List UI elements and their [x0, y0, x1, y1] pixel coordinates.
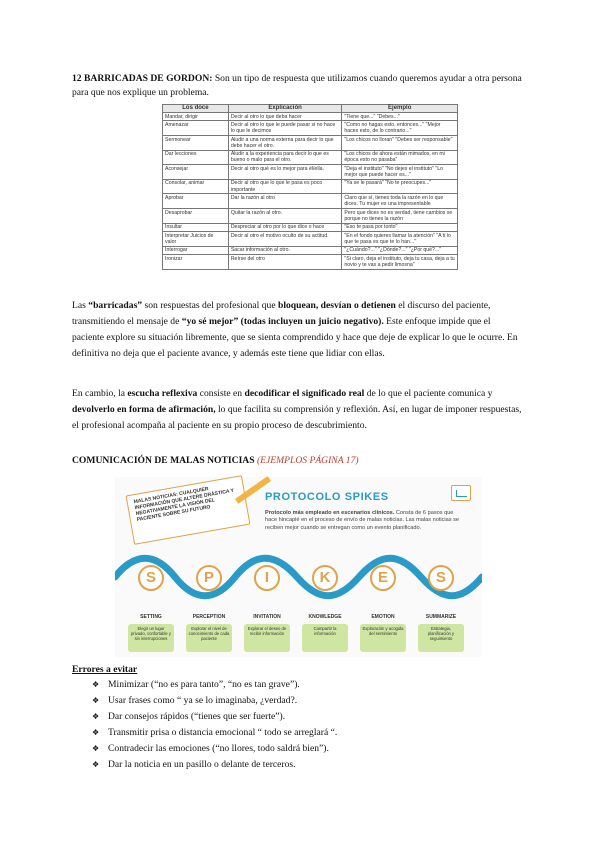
section-intro	[72, 72, 532, 100]
table-cell: Decir al otro que lo que le pasa es poco importante	[228, 179, 342, 194]
table-cell: "Deja el instituto" "No dejes el instituto" "Lo mejor que puede hacer es..."	[342, 165, 458, 180]
table-cell: "Si claro, deja el instituto, deja tu casa, deja a tu novio y te vas a pedir limosna"	[342, 254, 458, 269]
text: el discurso del paciente, transmitiendo el mensaje de	[72, 300, 491, 327]
step-description: Exploración y acogida del sentimiento	[360, 624, 406, 652]
table-cell: "Los chicos de ahora están mimados, en mi época esto no pasaba"	[342, 150, 458, 165]
table-row	[163, 179, 458, 194]
table-cell: Sacar información al otro.	[228, 246, 342, 254]
step-label: SUMMARIZE	[425, 614, 457, 620]
list-item	[92, 741, 337, 757]
text: Las	[72, 300, 89, 311]
table-header-row	[163, 105, 458, 113]
table-cell: Mandar, dirigir	[163, 113, 229, 121]
bold-text: bloquean, desvían o detienen	[278, 300, 396, 311]
gordon-barriers-table	[162, 104, 458, 270]
table-cell: Aludir a la experiencia para decir lo que es bueno o malo para el otro.	[228, 150, 342, 165]
list-item-text: Usar frases como “ ya se lo imaginaba, ¿verdad?.	[108, 695, 298, 706]
bold-text: devolverlo en forma de afirmación,	[72, 404, 216, 415]
bold-text: escucha reflexiva	[127, 388, 198, 399]
list-item-text: Contradecir las emociones (“no llores, todo saldrá bien”).	[108, 743, 329, 754]
step-description: Explorar el deseo de recibir información	[244, 624, 290, 652]
protocol-title: PROTOCOLO SPIKES	[265, 491, 389, 503]
list-item-text: Minimizar (“no es para tanto”, “no es tan grave”).	[108, 679, 300, 690]
diamond-bullet-icon: ❖	[92, 680, 100, 689]
table-cell: Despreciar al otro por lo que dice o hace	[228, 223, 342, 231]
text: Consta de 6 pasos que hace hincapié en el proceso de envío de malas noticias. Las malas noticias se reciben mejor cuando se entregan como un evento planificado.	[265, 510, 460, 531]
diamond-bullet-icon: ❖	[92, 760, 100, 769]
bad-news-definition-card: MALAS NOTICIAS: CUALQUIER INFORMACIÓN QUE ALTERE DRÁSTICA Y NEGATIVAMENTE LA VISIÓN DEL PACIENTE SOBRE SU FUTURO	[126, 475, 251, 545]
step-letter: S	[428, 565, 454, 591]
step-description: Estrategia, planificación y seguimiento	[418, 624, 464, 652]
reflective-listening-paragraph	[72, 386, 524, 434]
list-item	[92, 757, 337, 773]
step-description: Compartir la información	[302, 624, 348, 652]
table-cell: "Tiene que..." "Debes..."	[342, 113, 458, 121]
bad-news-heading	[72, 455, 359, 466]
table-cell: Claro que sí, tienes toda la razón en lo que dices. Tu mujer es una impresentable	[342, 194, 458, 209]
list-item-text: Dar consejos rápidos (“tienes que ser fuerte”).	[108, 711, 286, 722]
text: de lo que el paciente comunica y	[364, 388, 493, 399]
diamond-bullet-icon: ❖	[92, 712, 100, 721]
table-cell: Consolar, animar	[163, 179, 229, 194]
text: Este enfoque impide que el paciente explore su situación libremente, que se sienta comprendido y hace que deje de explicar lo que le ocurre. En definitiva no deja que el paciente avance, y además este tiene que lidiar con ellas.	[72, 316, 518, 359]
bold-text: decodificar el significado real	[244, 388, 365, 399]
table-cell: Pero que dices no es verdad, tiene cambios se porque no tienes la razón	[342, 208, 458, 223]
table-cell: Aludir a una norma externa para decir lo que debe hacer el otro.	[228, 135, 342, 150]
step-label: PERCEPTION	[192, 614, 226, 620]
table-cell: "En el fondo quieres llamar la atención" "A ti lo que te pasa es que te lo han..."	[342, 231, 458, 246]
table-cell: Aprobar	[163, 194, 229, 209]
table-cell: Decir al otro el motivo oculto de su actitud.	[228, 231, 342, 246]
table-row	[163, 223, 458, 231]
table-row	[163, 254, 458, 269]
table-cell: Interpretar Juicios de valor	[163, 231, 229, 246]
spikes-infographic	[115, 477, 482, 657]
list-item	[92, 677, 337, 693]
list-item	[92, 725, 337, 741]
step-letter: E	[370, 565, 396, 591]
list-item	[92, 693, 337, 709]
section-title: 12 BARRICADAS DE GORDON:	[72, 73, 213, 84]
table-cell: Sermonear	[163, 135, 229, 150]
table-cell: Decir al otro lo que le puede pasar si no hace lo que le decimos	[228, 121, 342, 136]
list-item	[92, 709, 337, 725]
step-description: Elegir un lugar privado, confortable y sin interrupciones	[128, 624, 174, 652]
bold-text: Protocolo más empleado en escenarios clínicos.	[265, 510, 395, 516]
table-row	[163, 165, 458, 180]
table-header: Los doce	[163, 105, 229, 113]
table-cell: Ironizar	[163, 254, 229, 269]
step-label: INVITATION	[253, 614, 281, 620]
errors-title: Errores a evitar	[72, 664, 138, 675]
table-cell: Interrogar	[163, 246, 229, 254]
table-row	[163, 113, 458, 121]
table-cell: Decir al otro lo que deba hacer	[228, 113, 342, 121]
table-cell: Quitar la razón al otro.	[228, 208, 342, 223]
step-label: EMOTION	[371, 614, 395, 620]
table-row	[163, 208, 458, 223]
table-row	[163, 194, 458, 209]
bold-text: “barricadas”	[88, 300, 143, 311]
table-row	[163, 231, 458, 246]
barricades-paragraph	[72, 298, 524, 362]
table-cell: "Ya se le pasará" "No te preocupes..."	[342, 179, 458, 194]
table-cell: Desaprobar	[163, 208, 229, 223]
list-item-text: Dar la noticia en un pasillo o delante de terceros.	[108, 759, 296, 770]
errors-list	[92, 677, 337, 773]
section-intro-text: Son un tipo de respuesta que utilizamos cuando queremos ayudar a otra persona para que nos explique un problema.	[72, 73, 522, 98]
table-row	[163, 150, 458, 165]
chart-icon	[451, 485, 471, 501]
table-cell: Aconsejar	[163, 165, 229, 180]
table-cell: Dar la razón al otro	[228, 194, 342, 209]
bold-text: “yo sé mejor” (todas incluyen un juicio negativo).	[181, 316, 384, 327]
text: En cambio, la	[72, 388, 128, 399]
table-row	[163, 135, 458, 150]
page-reference: (EJEMPLOS PÁGINA 17)	[256, 455, 359, 466]
table-cell: "Los chicos no lloran" "Debes ser responsable"	[342, 135, 458, 150]
step-description: Explorar el nivel de conocimiento de cada paciente	[186, 624, 232, 652]
heading-text: COMUNICACIÓN DE MALAS NOTICIAS	[72, 455, 255, 466]
list-item-text: Transmitir prisa o distancia emocional “ todo se arreglará “.	[108, 727, 338, 738]
step-label: SETTING	[140, 614, 162, 620]
table-cell: "Eso te pasa por tonto"	[342, 223, 458, 231]
step-letter: I	[254, 565, 280, 591]
diamond-bullet-icon: ❖	[92, 696, 100, 705]
text: consiste en	[197, 388, 245, 399]
table-cell: Amenazar	[163, 121, 229, 136]
wave-path	[115, 558, 482, 596]
text: son respuestas del profesional que	[142, 300, 278, 311]
table-cell: Decir al otro qué es lo mejor para él/ella.	[228, 165, 342, 180]
table-cell: Insultar	[163, 223, 229, 231]
text: lo que facilita su comprensión y reflexión. Así, en lugar de imponer respuestas, el profesional acompaña al paciente en su propio proceso de descubrimiento.	[72, 404, 522, 431]
diamond-bullet-icon: ❖	[92, 744, 100, 753]
table-row	[163, 121, 458, 136]
step-label: KNOWLEDGE	[308, 614, 342, 620]
step-letter: K	[312, 565, 338, 591]
table-cell: "¿Cuándo?..." "¿Dónde?..." "¿Por qué?..."	[342, 246, 458, 254]
protocol-description	[265, 510, 461, 532]
table-cell: "Como no hagas esto, entonces..." "Mejor haces esto, de lo contrario..."	[342, 121, 458, 136]
table-header: Explicación	[228, 105, 342, 113]
diamond-bullet-icon: ❖	[92, 728, 100, 737]
step-letter: P	[196, 565, 222, 591]
table-row	[163, 246, 458, 254]
step-letter: S	[138, 565, 164, 591]
table-cell: Dar lecciones	[163, 150, 229, 165]
wave-line	[115, 547, 482, 607]
table-header: Ejemplo	[342, 105, 458, 113]
table-cell: Reírse del otro	[228, 254, 342, 269]
